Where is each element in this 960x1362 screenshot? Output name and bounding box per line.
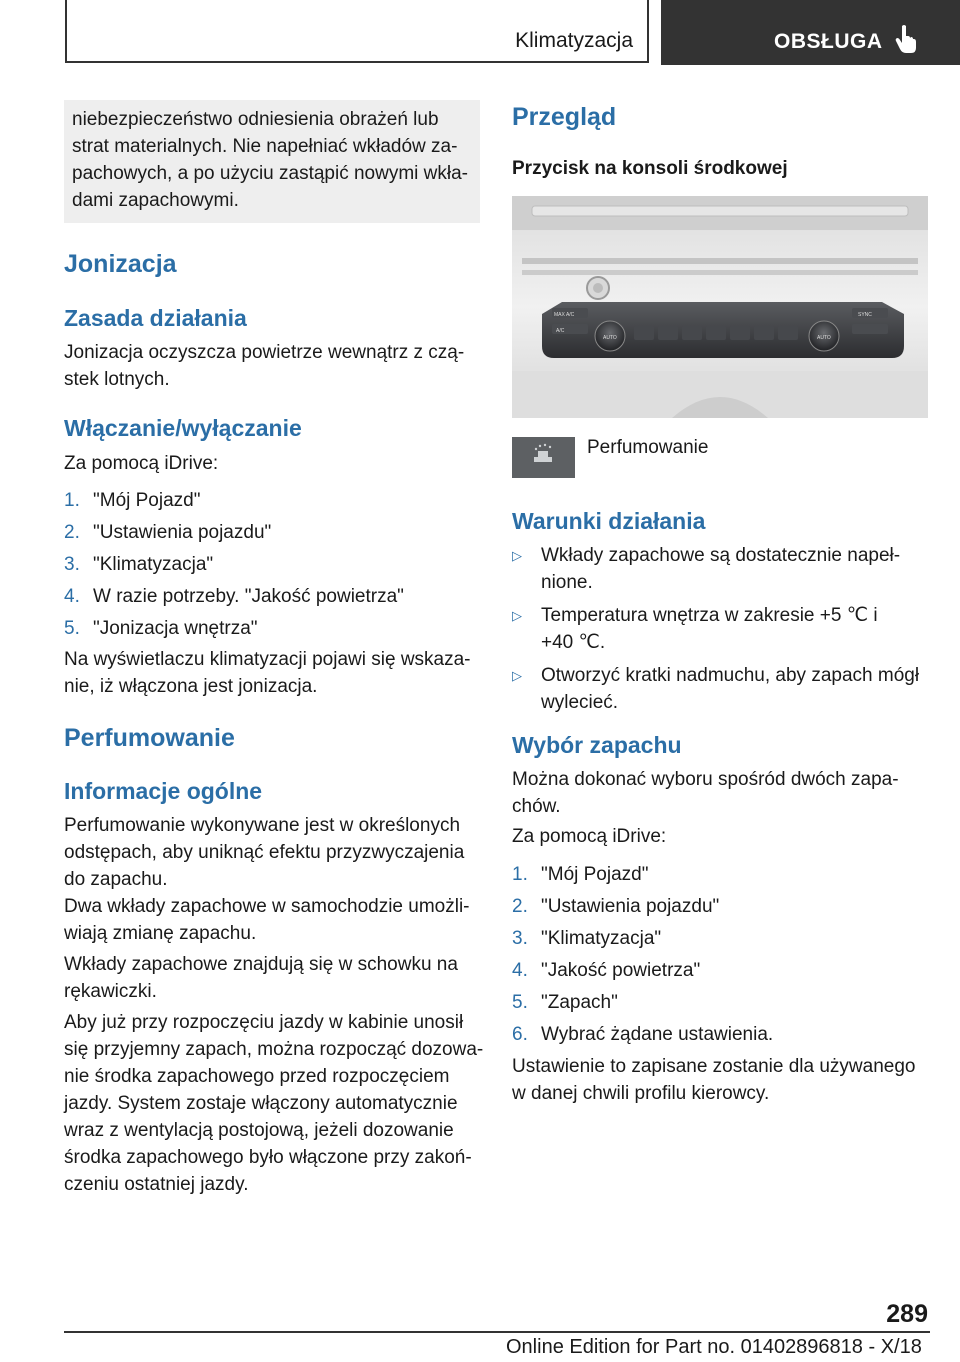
text-line: Ustawienie to zapisane zostanie dla używanego [512, 1056, 916, 1077]
text-line: stek lotnych. [64, 369, 170, 390]
text-line: Wkłady zapachowe są dostatecznie napeł‐ [541, 545, 901, 566]
triangle-bullet-icon: ▷ [512, 668, 522, 683]
triangle-bullet-icon: ▷ [512, 608, 522, 623]
chapter-tab [661, 0, 960, 65]
step-number: 6. [512, 1024, 528, 1045]
header-frame [65, 0, 649, 63]
note-line: niebezpieczeństwo odniesienia obrażeń lub [72, 109, 439, 130]
text-line: czeniu ostatniej jazdy. [64, 1174, 249, 1195]
list-item [512, 989, 930, 1021]
hand-pointer-icon [895, 24, 917, 54]
step-text: W razie potrzeby. "Jakość powietrza" [93, 586, 404, 607]
step-number: 1. [512, 864, 528, 885]
perfume-icon [512, 437, 575, 478]
step-number: 1. [64, 490, 80, 511]
text-line: wraz z wentylacją postojową, jeżeli dozowanie [64, 1120, 454, 1141]
condition-text [541, 662, 930, 716]
step-number: 4. [64, 586, 80, 607]
step-number: 4. [512, 960, 528, 981]
list-item [512, 925, 930, 957]
scent-choice-text [512, 766, 899, 820]
text-line: do zapachu. [64, 869, 168, 890]
list-item [512, 957, 930, 989]
heading-onoff: Włączanie/wyłączanie [64, 415, 302, 441]
idrive-intro: Za pomocą iDrive: [512, 826, 667, 847]
list-item [512, 542, 930, 596]
list-item [64, 583, 480, 615]
auto-left-label: AUTO [603, 335, 617, 341]
condition-text [541, 602, 930, 656]
perfume-paragraph-1 [64, 812, 464, 893]
step-number: 5. [512, 992, 528, 1013]
note-line: dami zapachowymi. [72, 190, 239, 211]
list-item [512, 1021, 930, 1053]
ac-label: A/C [556, 328, 565, 334]
step-text: "Mój Pojazd" [93, 490, 201, 511]
text-line: Dwa wkłady zapachowe w samochodzie umożli‐ [64, 896, 470, 917]
text-line: Można dokonać wyboru spośród dwóch zapa‐ [512, 769, 899, 790]
list-item [64, 519, 480, 551]
heading-perfumowanie: Perfumowanie [64, 724, 235, 752]
section-title: Klimatyzacja [515, 29, 633, 52]
principle-text [64, 339, 464, 393]
auto-right-label: AUTO [817, 335, 831, 341]
heading-overview: Przegląd [512, 103, 617, 131]
list-item [64, 551, 480, 583]
step-text: "Jakość powietrza" [541, 960, 701, 981]
step-text: "Zapach" [541, 992, 618, 1013]
step-text: "Klimatyzacja" [93, 554, 214, 575]
max-ac-label: MAX A/C [554, 312, 575, 318]
text-line: Wkłady zapachowe znajdują się w schowku na [64, 954, 458, 975]
list-item [512, 893, 930, 925]
climate-control-panel-image [512, 196, 928, 418]
heading-conditions: Warunki działania [512, 508, 706, 534]
sync-label: SYNC [858, 312, 872, 318]
text-line: Aby już przy rozpoczęciu jazdy w kabinie unosił [64, 1012, 464, 1033]
scent-steps [512, 861, 930, 1053]
perfume-paragraph-3 [64, 951, 458, 1005]
step-number: 5. [64, 618, 80, 639]
text-line: nione. [541, 572, 593, 593]
step-text: "Jonizacja wnętrza" [93, 618, 258, 639]
note-line: pachowych, a po użyciu zastąpić nowymi wkła‐ [72, 163, 469, 184]
perfume-icon-tile [512, 437, 575, 478]
step-text: Wybrać żądane ustawienia. [541, 1024, 774, 1045]
text-line: wiają zmianę zapachu. [64, 923, 257, 944]
heading-console-button: Przycisk na konsoli środkowej [512, 158, 788, 179]
footer-divider [64, 1331, 930, 1333]
text-line: Na wyświetlaczu klimatyzacji pojawi się wskaza‐ [64, 649, 471, 670]
idrive-intro: Za pomocą iDrive: [64, 453, 219, 474]
list-item [512, 662, 930, 716]
triangle-bullet-icon: ▷ [512, 548, 522, 563]
conditions-list [512, 542, 930, 722]
perfume-icon-caption: Perfumowanie [587, 437, 709, 458]
text-line: środka zapachowego było włączone przy zakoń‐ [64, 1147, 472, 1168]
heading-principle: Zasada działania [64, 305, 247, 331]
condition-text [541, 542, 930, 596]
step-text: "Ustawienia pojazdu" [93, 522, 272, 543]
jonizacja-steps [64, 487, 480, 647]
text-line: Jonizacja oczyszcza powietrze wewnątrz z czą‐ [64, 342, 465, 363]
step-number: 3. [512, 928, 528, 949]
page-number: 289 [886, 1300, 928, 1328]
text-line: wylecieć. [541, 692, 619, 713]
text-line: nie, iż włączona jest jonizacja. [64, 676, 318, 697]
text-line: Perfumowanie wykonywane jest w określonych [64, 815, 461, 836]
chapter-tab-label: OBSŁUGA [774, 30, 883, 53]
text-line: Otworzyć kratki nadmuchu, aby zapach mógł [541, 665, 920, 686]
step-number: 2. [512, 896, 528, 917]
step-number: 2. [64, 522, 80, 543]
perfume-paragraph-2 [64, 893, 470, 947]
text-line: odstępach, aby uniknąć efektu przyzwyczajenia [64, 842, 465, 863]
center-console-photo [512, 196, 928, 418]
profile-save-text [512, 1053, 915, 1107]
step-text: "Klimatyzacja" [541, 928, 662, 949]
text-line: Temperatura wnętrza w zakresie +5 ℃ i [541, 605, 878, 626]
list-item [64, 487, 480, 519]
step-text: "Ustawienia pojazdu" [541, 896, 720, 917]
step-number: 3. [64, 554, 80, 575]
text-line: w danej chwili profilu kierowcy. [512, 1083, 770, 1104]
heading-scent-choice: Wybór zapachu [512, 732, 682, 758]
step-text: "Mój Pojazd" [541, 864, 649, 885]
perfume-paragraph-4 [64, 1009, 483, 1198]
edition-text: Online Edition for Part no. 01402896818 - X/18 [506, 1336, 922, 1358]
warning-note-continuation [64, 100, 480, 223]
text-line: chów. [512, 796, 561, 817]
text-line: się przyjemny zapach, można rozpocząć dozowa‐ [64, 1039, 484, 1060]
heading-general-info: Informacje ogólne [64, 778, 263, 804]
list-item [512, 602, 930, 656]
heading-jonizacja: Jonizacja [64, 250, 177, 278]
ionization-display-text [64, 646, 471, 700]
text-line: nie środka zapachowego przed rozpoczęciem [64, 1066, 450, 1087]
text-line: +40 ℃. [541, 632, 606, 653]
note-line: strat materialnych. Nie napełniać wkładów za‐ [72, 136, 458, 157]
text-line: jazdy. System zostaje włączony automatycznie [64, 1093, 458, 1114]
text-line: rękawiczki. [64, 981, 157, 1002]
list-item [512, 861, 930, 893]
list-item [64, 615, 480, 647]
